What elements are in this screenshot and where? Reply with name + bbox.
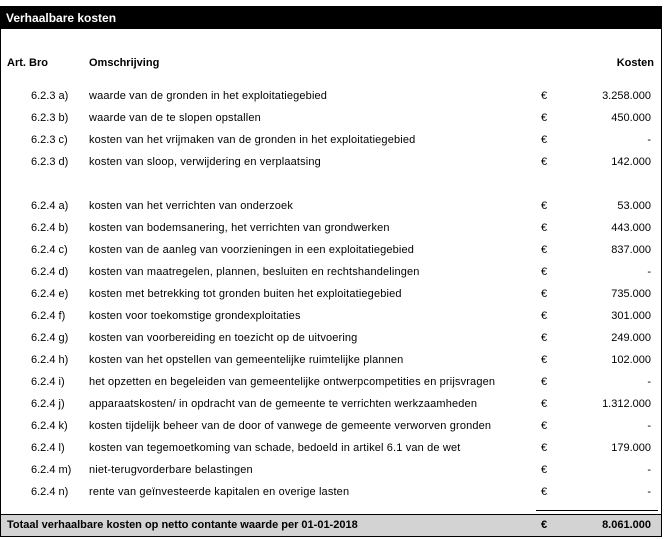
row-amount: 102.000 [611, 354, 651, 366]
row-description: apparaatskosten/ in opdracht van de gemeente te verrichten werkzaamheden [89, 398, 478, 410]
row-code: 6.2.4 l) [31, 442, 65, 454]
row-description: kosten tijdelijk beheer van de door of vanwege de gemeente verworven gronden [89, 420, 492, 432]
row-currency: € [541, 156, 548, 168]
row-currency: € [541, 266, 548, 278]
table-row [1, 459, 661, 481]
total-currency: € [541, 519, 548, 531]
row-code: 6.2.4 m) [31, 464, 72, 476]
table-row [1, 283, 661, 305]
row-code: 6.2.3 d) [31, 156, 69, 168]
table-row [1, 437, 661, 459]
row-amount: 450.000 [611, 112, 651, 124]
header-art-bro: Art. Bro [7, 57, 48, 69]
row-description: kosten van tegemoetkoming van schade, bedoeld in artikel 6.1 van de wet [89, 442, 461, 454]
row-code: 6.2.4 i) [31, 376, 65, 388]
row-code: 6.2.4 b) [31, 222, 69, 234]
table-row [1, 107, 661, 129]
row-amount: 249.000 [611, 332, 651, 344]
row-code: 6.2.4 n) [31, 486, 69, 498]
row-currency: € [541, 222, 548, 234]
row-amount: 1.312.000 [602, 398, 651, 410]
table-row [1, 195, 661, 217]
table-row [1, 217, 661, 239]
row-amount: 735.000 [611, 288, 651, 300]
table-row [1, 349, 661, 371]
cost-table [0, 6, 662, 537]
table-row [1, 151, 661, 173]
row-description: niet-terugvorderbare belastingen [89, 464, 253, 476]
row-currency: € [541, 376, 548, 388]
table-row [1, 415, 661, 437]
row-currency: € [541, 464, 548, 476]
row-description: kosten met betrekking tot gronden buiten het exploitatiegebied [89, 288, 402, 300]
sum-underline [536, 510, 658, 511]
row-currency: € [541, 90, 548, 102]
table-row [1, 261, 661, 283]
row-code: 6.2.4 a) [31, 200, 69, 212]
row-amount: 301.000 [611, 310, 651, 322]
table-row [1, 239, 661, 261]
row-amount: 179.000 [611, 442, 651, 454]
row-description: het opzetten en begeleiden van gemeentelijke ontwerpcompetities en prijsvragen [89, 376, 496, 388]
row-currency: € [541, 200, 548, 212]
header-kosten: Kosten [616, 57, 654, 69]
row-code: 6.2.3 a) [31, 90, 69, 102]
row-amount: 443.000 [611, 222, 651, 234]
row-code: 6.2.4 h) [31, 354, 69, 366]
row-description: kosten van de aanleg van voorzieningen in een exploitatiegebied [89, 244, 415, 256]
row-currency: € [541, 332, 548, 344]
row-amount: - [647, 486, 651, 498]
row-amount: - [647, 376, 651, 388]
row-currency: € [541, 486, 548, 498]
row-code: 6.2.4 c) [31, 244, 68, 256]
row-amount: - [647, 134, 651, 146]
table-title: Verhaalbare kosten [1, 7, 661, 29]
row-amount: 142.000 [611, 156, 651, 168]
header-omschrijving: Omschrijving [89, 57, 160, 69]
row-currency: € [541, 398, 548, 410]
row-code: 6.2.3 b) [31, 112, 69, 124]
row-description: kosten voor toekomstige grondexploitaties [89, 310, 301, 322]
row-code: 6.2.4 k) [31, 420, 68, 432]
row-description: kosten van het opstellen van gemeentelijke ruimtelijke plannen [89, 354, 404, 366]
table-row [1, 305, 661, 327]
row-code: 6.2.4 g) [31, 332, 69, 344]
row-currency: € [541, 310, 548, 322]
row-code: 6.2.4 d) [31, 266, 69, 278]
row-description: waarde van de te slopen opstallen [89, 112, 261, 124]
row-description: kosten van het vrijmaken van de gronden in het exploitatiegebied [89, 134, 416, 146]
row-amount: - [647, 464, 651, 476]
row-amount: 3.258.000 [602, 90, 651, 102]
row-currency: € [541, 420, 548, 432]
row-description: kosten van bodemsanering, het verrichten van grondwerken [89, 222, 390, 234]
row-code: 6.2.4 e) [31, 288, 69, 300]
row-currency: € [541, 244, 548, 256]
row-code: 6.2.4 j) [31, 398, 65, 410]
row-amount: 53.000 [617, 200, 651, 212]
row-code: 6.2.3 c) [31, 134, 68, 146]
total-label: Totaal verhaalbare kosten op netto contante waarde per 01-01-2018 [7, 519, 358, 531]
table-row [1, 85, 661, 107]
row-currency: € [541, 288, 548, 300]
table-row [1, 129, 661, 151]
row-description: kosten van sloop, verwijdering en verplaatsing [89, 156, 321, 168]
row-description: kosten van maatregelen, plannen, besluiten en rechtshandelingen [89, 266, 420, 278]
row-description: rente van geïnvesteerde kapitalen en overige lasten [89, 486, 350, 498]
row-description: kosten van voorbereiding en toezicht op de uitvoering [89, 332, 358, 344]
row-amount: - [647, 420, 651, 432]
total-amount: 8.061.000 [602, 519, 651, 531]
row-description: waarde van de gronden in het exploitatiegebied [89, 90, 328, 102]
row-code: 6.2.4 f) [31, 310, 66, 322]
row-amount: 837.000 [611, 244, 651, 256]
row-currency: € [541, 354, 548, 366]
row-description: kosten van het verrichten van onderzoek [89, 200, 293, 212]
row-currency: € [541, 442, 548, 454]
row-amount: - [647, 266, 651, 278]
total-row [1, 514, 661, 536]
table-row [1, 327, 661, 349]
row-currency: € [541, 112, 548, 124]
table-row [1, 393, 661, 415]
table-row [1, 481, 661, 503]
row-currency: € [541, 134, 548, 146]
table-row [1, 371, 661, 393]
